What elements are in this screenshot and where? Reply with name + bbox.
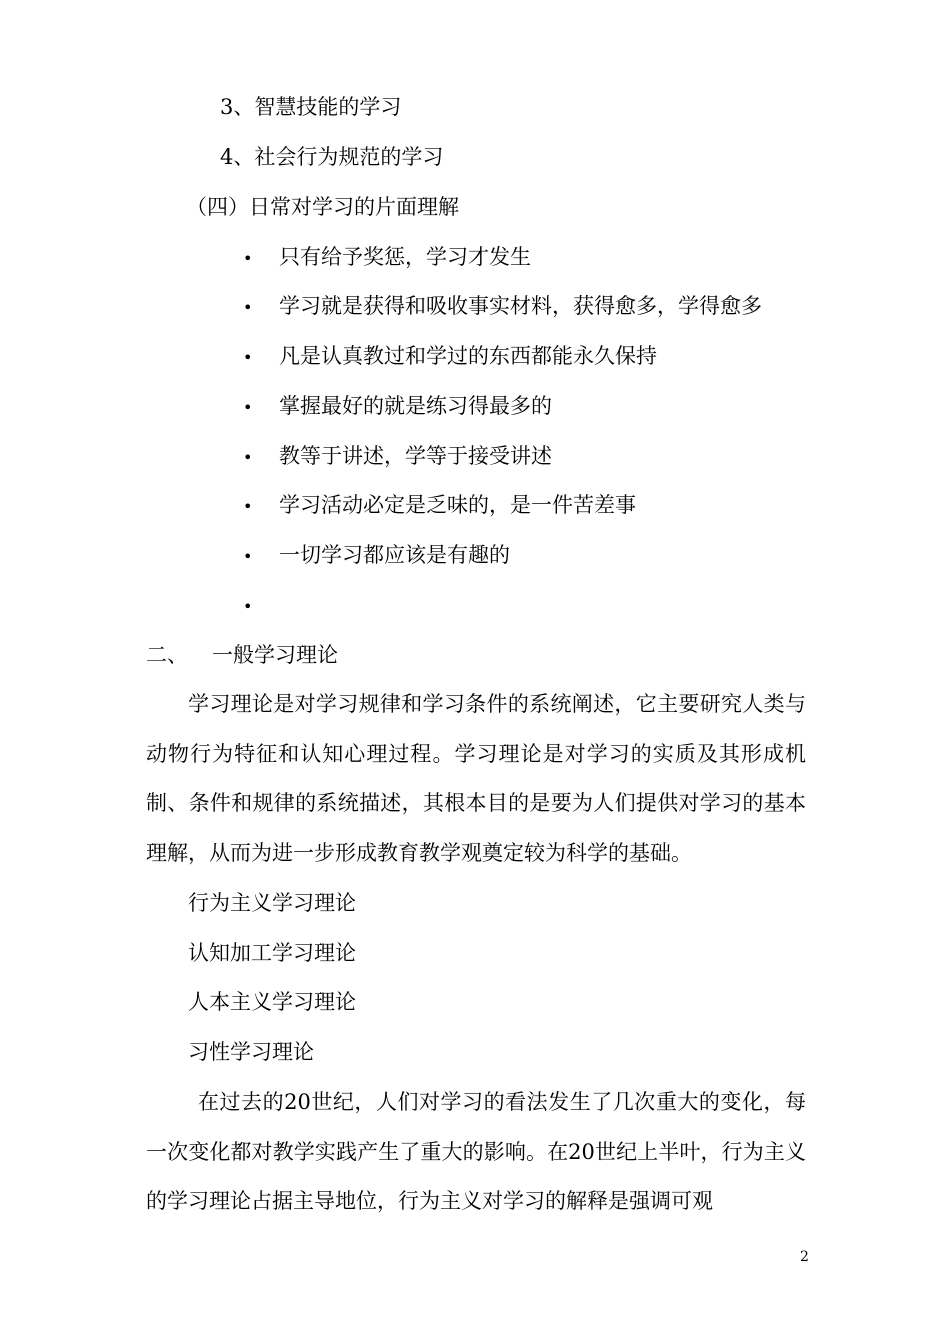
section-two-title: 一般学习理论 [212, 643, 338, 667]
bullet-text: 掌握最好的就是练习得最多的 [279, 394, 552, 418]
list-item-4: 4、社会行为规范的学习 [220, 145, 444, 169]
bullet-item [243, 242, 531, 274]
section-four-heading: （四）日常对学习的片面理解 [186, 195, 459, 219]
theory-item: 行为主义学习理论 [188, 891, 356, 915]
bullet-icon: • [243, 597, 253, 616]
bullet-text: 学习活动必定是乏味的，是一件苦差事 [279, 493, 636, 517]
section-two-paragraph-1 [146, 680, 806, 878]
paragraph-text: 学习理论是对学习规律和学习条件的系统阐述，它主要研究人类与动物行为特征和认知心理过程。学习理论是对学习的实质及其形成机制、条件和规律的系统描述，其根本目的是要为人们提供对学习的基本理解，从而为进一步形成教育教学观奠定较为科学的基础。 [146, 692, 806, 865]
bullet-item [243, 441, 552, 473]
bullet-text: 一切学习都应该是有趣的 [279, 543, 510, 567]
theory-item: 人本主义学习理论 [188, 990, 356, 1014]
bullet-text: 学习就是获得和吸收事实材料，获得愈多，学得愈多 [279, 294, 762, 318]
bullet-icon: • [243, 298, 253, 317]
bullet-text: 只有给予奖惩，学习才发生 [279, 245, 531, 269]
bullet-item [243, 590, 279, 622]
paragraph-text: 在过去的20世纪，人们对学习的看法发生了几次重大的变化，每一次变化都对教学实践产生了重大的影响。在20世纪上半叶，行为主义的学习理论占据主导地位，行为主义对学习的解释是强调可观 [146, 1090, 806, 1214]
section-two-paragraph-2 [146, 1078, 806, 1227]
bullet-item [243, 490, 636, 522]
bullet-icon: • [243, 547, 253, 566]
bullet-text: 凡是认真教过和学过的东西都能永久保持 [279, 344, 657, 368]
bullet-item [243, 291, 762, 323]
section-two-number: 二、 [146, 643, 188, 667]
list-item-3: 3、智慧技能的学习 [220, 95, 402, 119]
bullet-text: 教等于讲述，学等于接受讲述 [279, 444, 552, 468]
bullet-item [243, 391, 552, 423]
theory-item: 认知加工学习理论 [188, 941, 356, 965]
bullet-icon: • [243, 398, 253, 417]
bullet-icon: • [243, 448, 253, 467]
bullet-item [243, 540, 510, 572]
page-number: 2 [800, 1249, 809, 1265]
bullet-item [243, 341, 657, 373]
theory-item: 习性学习理论 [188, 1040, 314, 1064]
bullet-icon: • [243, 249, 253, 268]
bullet-icon: • [243, 497, 253, 516]
bullet-icon: • [243, 348, 253, 367]
